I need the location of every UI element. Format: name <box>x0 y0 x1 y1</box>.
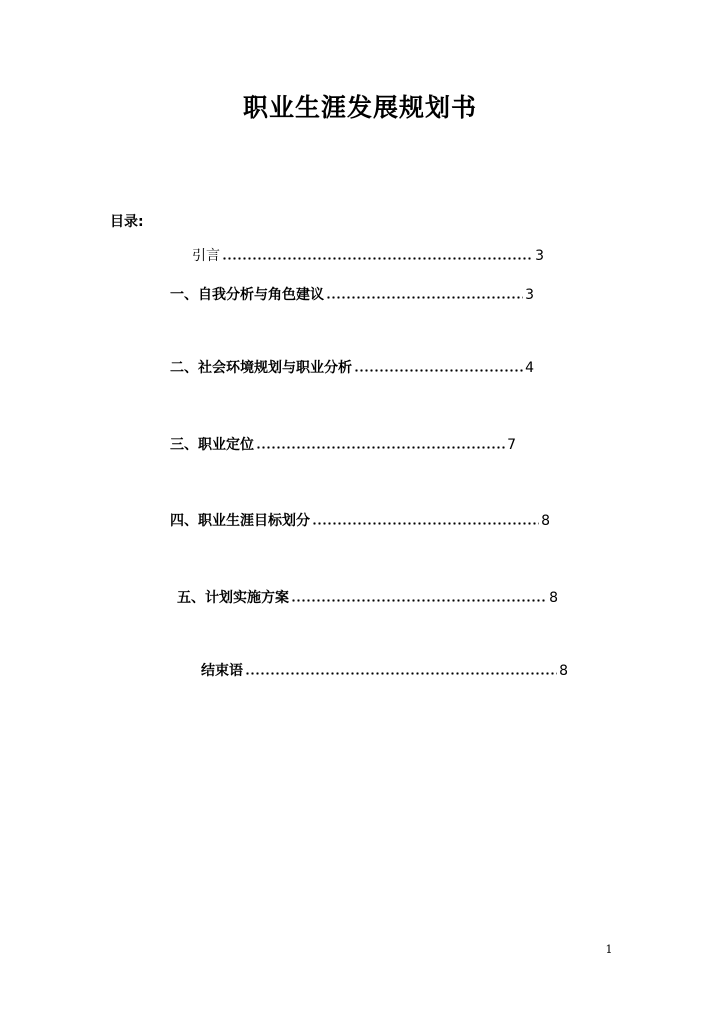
toc-dot-leader <box>326 296 523 299</box>
toc-dot-leader <box>256 446 505 449</box>
toc-entry-implementation-plan <box>177 588 558 608</box>
toc-entry-social-environment <box>170 358 534 378</box>
toc-entry-label: 一、自我分析与角色建议 <box>170 287 324 303</box>
toc-dot-leader <box>291 599 547 602</box>
toc-dot-leader <box>312 522 539 525</box>
toc-entry-page: 3 <box>525 287 534 303</box>
toc-entry-label: 二、社会环境规划与职业分析 <box>170 360 352 376</box>
toc-entry-introduction <box>192 246 544 266</box>
toc-entry-page: 3 <box>535 248 544 264</box>
toc-entry-page: 8 <box>559 663 568 679</box>
toc-entry-page: 7 <box>507 437 516 453</box>
toc-entry-career-positioning <box>170 435 516 455</box>
toc-entry-label: 三、职业定位 <box>170 437 254 453</box>
toc-heading: 目录: <box>110 214 144 230</box>
toc-entry-label: 四、职业生涯目标划分 <box>170 513 310 529</box>
toc-dot-leader <box>354 369 523 372</box>
toc-entry-label: 结束语 <box>201 663 243 679</box>
toc-entry-page: 8 <box>549 590 558 606</box>
toc-entry-label: 五、计划实施方案 <box>177 590 289 606</box>
toc-entry-self-analysis <box>170 285 534 305</box>
document-title: 职业生涯发展规划书 <box>242 93 477 122</box>
toc-entry-page: 4 <box>525 360 534 376</box>
toc-dot-leader <box>222 257 533 260</box>
toc-entry-label: 引言 <box>192 248 220 264</box>
toc-dot-leader <box>245 672 557 675</box>
toc-entry-conclusion <box>201 661 568 681</box>
page-number: 1 <box>605 943 613 956</box>
toc-entry-career-goals <box>170 511 550 531</box>
toc-entry-page: 8 <box>541 513 550 529</box>
